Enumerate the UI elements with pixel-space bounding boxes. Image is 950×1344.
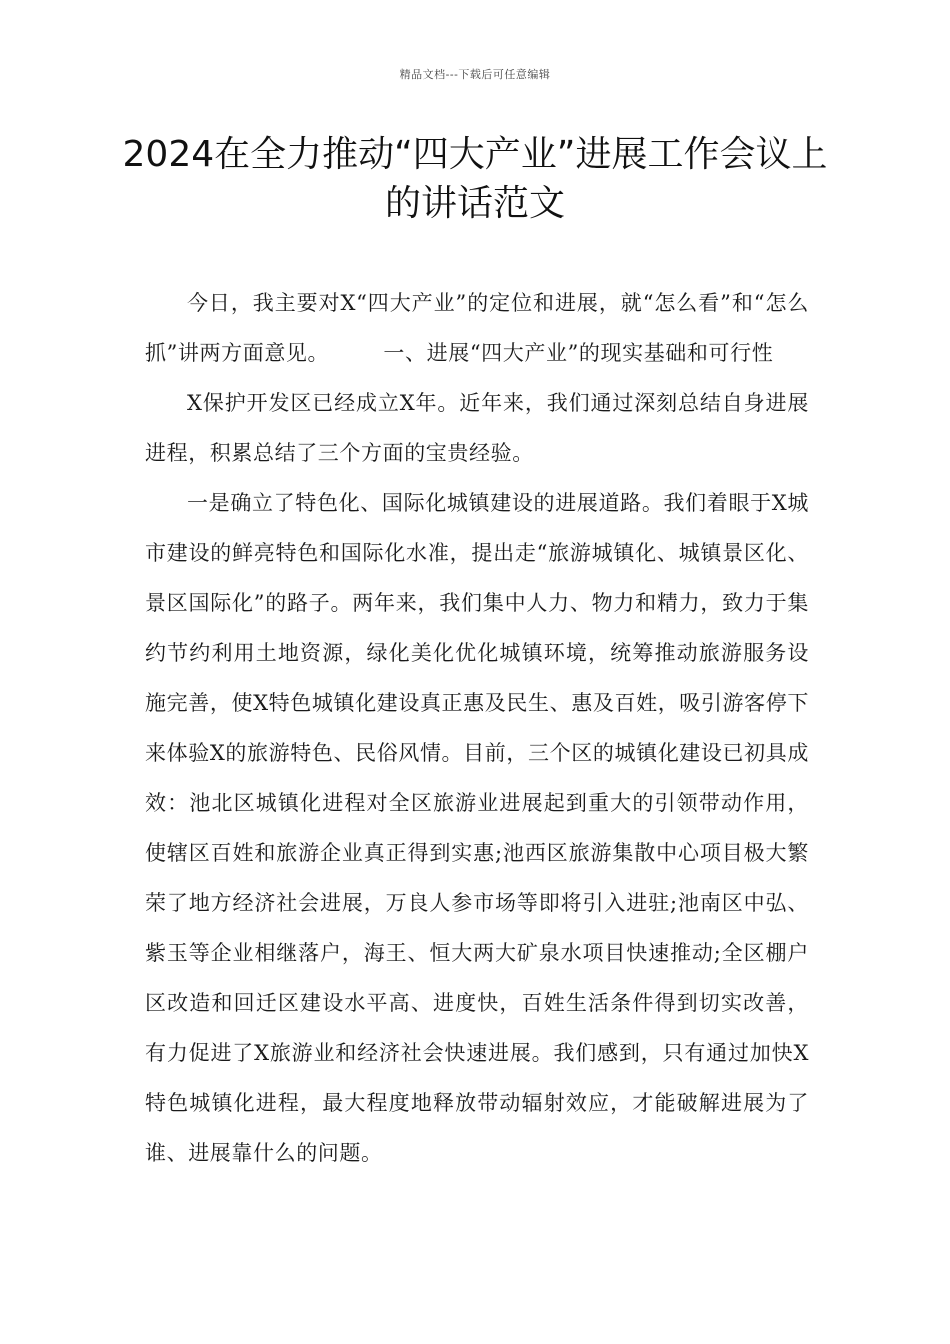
- header-note: 精品文档---下载后可任意编辑: [399, 68, 551, 81]
- paragraph: 一是确立了特色化、国际化城镇建设的进展道路。我们着眼于X城市建设的鲜亮特色和国际化水准，提出走“旅游城镇化、城镇景区化、景区国际化”的路子。两年来，我们集中人力、物力和精力，致力于集约节约利用土地资源，绿化美化优化城镇环境，统筹推动旅游服务设施完善，使X特色城镇化建设真正惠及民生、惠及百姓，吸引游客停下来体验X的旅游特色、民俗风情。目前，三个区的城镇化建设已初具成效：池北区城镇化进程对全区旅游业进展起到重大的引领带动作用，使辖区百姓和旅游企业真正得到实惠;池西区旅游集散中心项目极大繁荣了地方经济社会进展，万良人参市场等即将引入进驻;池南区中弘、紫玉等企业相继落户，海王、恒大两大矿泉水项目快速推动;全区棚户区改造和回迁区建设水平高、进度快，百姓生活条件得到切实改善，有力促进了X旅游业和经济社会快速进展。我们感到，只有通过加快X特色城镇化进程，最大程度地释放带动辐射效应，才能破解进展为了谁、进展靠什么的问题。: [145, 491, 809, 1165]
- document-body: [145, 278, 809, 1178]
- paragraph: 今日，我主要对X“四大产业”的定位和进展，就“怎么看”和“怎么抓”讲两方面意见。 一、进展“四大产业”的现实基础和可行性: [145, 291, 809, 365]
- paragraph: X保护开发区已经成立X年。近年来，我们通过深刻总结自身进展进程，积累总结了三个方面的宝贵经验。: [145, 391, 809, 465]
- page-title: 2024在全力推动“四大产业”进展工作会议上的讲话范文: [122, 134, 828, 224]
